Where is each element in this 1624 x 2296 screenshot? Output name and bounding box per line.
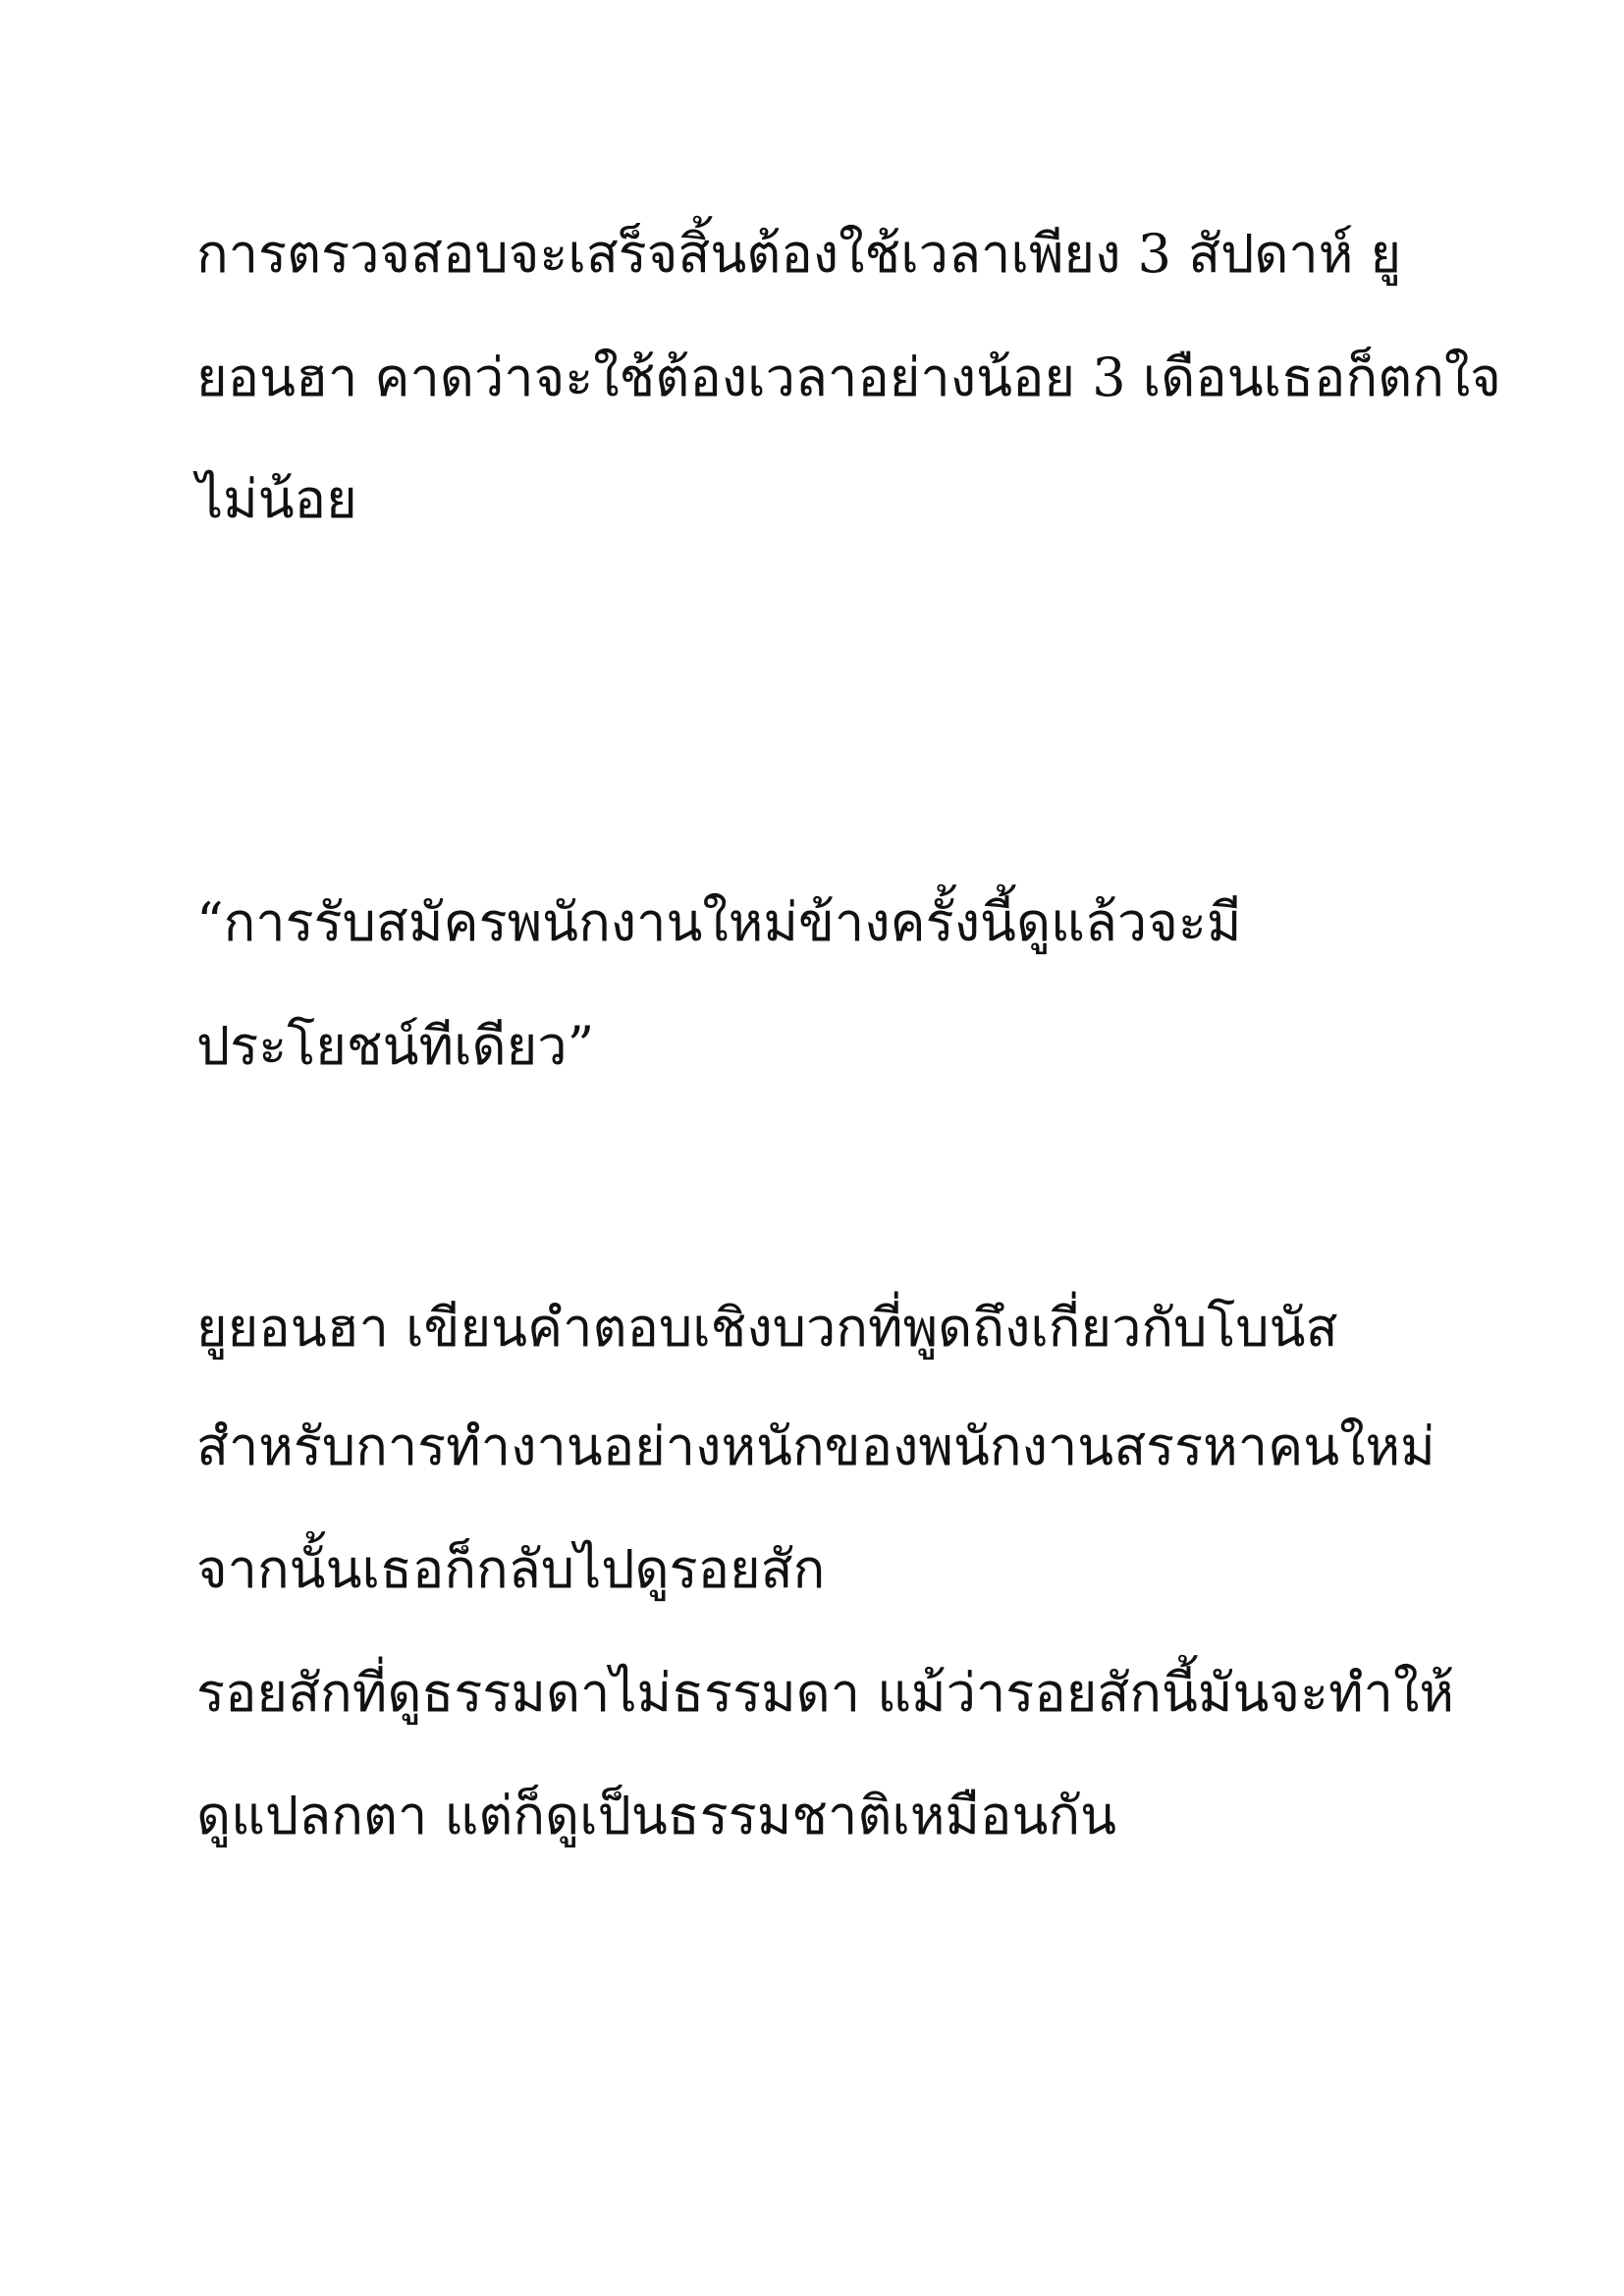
paragraph-1-line-3: ไม่น้อย bbox=[196, 468, 357, 530]
paragraph-4-line-2: ดูแปลกตา แต่ก็ดูเป็นธรรมชาติเหมือนกัน bbox=[196, 1785, 1116, 1846]
paragraph-3-line-1: ยูยอนฮา เขียนคำตอบเชิงบวกที่พูดถึงเกี่ยวกับโบนัส bbox=[196, 1297, 1338, 1359]
dialogue-line-1: “การรับสมัครพนักงานใหม่ข้างครั้งนี้ดูแล้วจะมี bbox=[196, 891, 1242, 953]
paragraph-1-line-2: ยอนฮา คาดว่าจะใช้ต้องเวลาอย่างน้อย 3 เดือนเธอก็ตกใจ bbox=[196, 347, 1501, 408]
paragraph-3-line-3: จากนั้นเธอก็กลับไปดูรอยสัก bbox=[196, 1538, 826, 1600]
paragraph-1-line-1: การตรวจสอบจะเสร็จสิ้นต้องใช้เวลาเพียง 3 สัปดาห์ ยู bbox=[196, 223, 1402, 285]
paragraph-4-line-1: รอยสักที่ดูธรรมดาไม่ธรรมดา แม้ว่ารอยสักนี้มันจะทำให้ bbox=[196, 1662, 1454, 1724]
dialogue-line-2: ประโยชน์ทีเดียว” bbox=[196, 1015, 595, 1077]
paragraph-3-line-2: สำหรับการทำงานอย่างหนักของพนักงานสรรหาคนใหม่ bbox=[196, 1415, 1435, 1477]
